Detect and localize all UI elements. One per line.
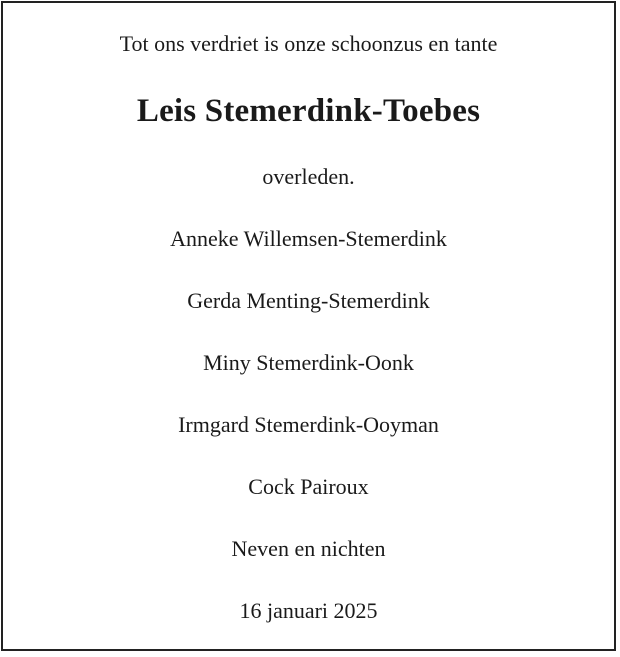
mourner-name: Cock Pairoux	[248, 474, 369, 499]
mourner-name: Anneke Willemsen-Stemerdink	[170, 226, 447, 251]
mourner-name: Gerda Menting-Stemerdink	[187, 288, 430, 313]
intro-text: Tot ons verdriet is onze schoonzus en tante	[119, 31, 498, 56]
mourner-group: Neven en nichten	[231, 536, 386, 561]
mourner-name: Miny Stemerdink-Oonk	[203, 350, 414, 375]
passed-away-text: overleden.	[262, 164, 355, 189]
notice-date: 16 januari 2025	[239, 598, 378, 623]
mourner-name: Irmgard Stemerdink-Ooyman	[178, 412, 439, 437]
obituary-notice	[1, 1, 616, 651]
deceased-name: Leis Stemerdink-Toebes	[136, 93, 481, 129]
